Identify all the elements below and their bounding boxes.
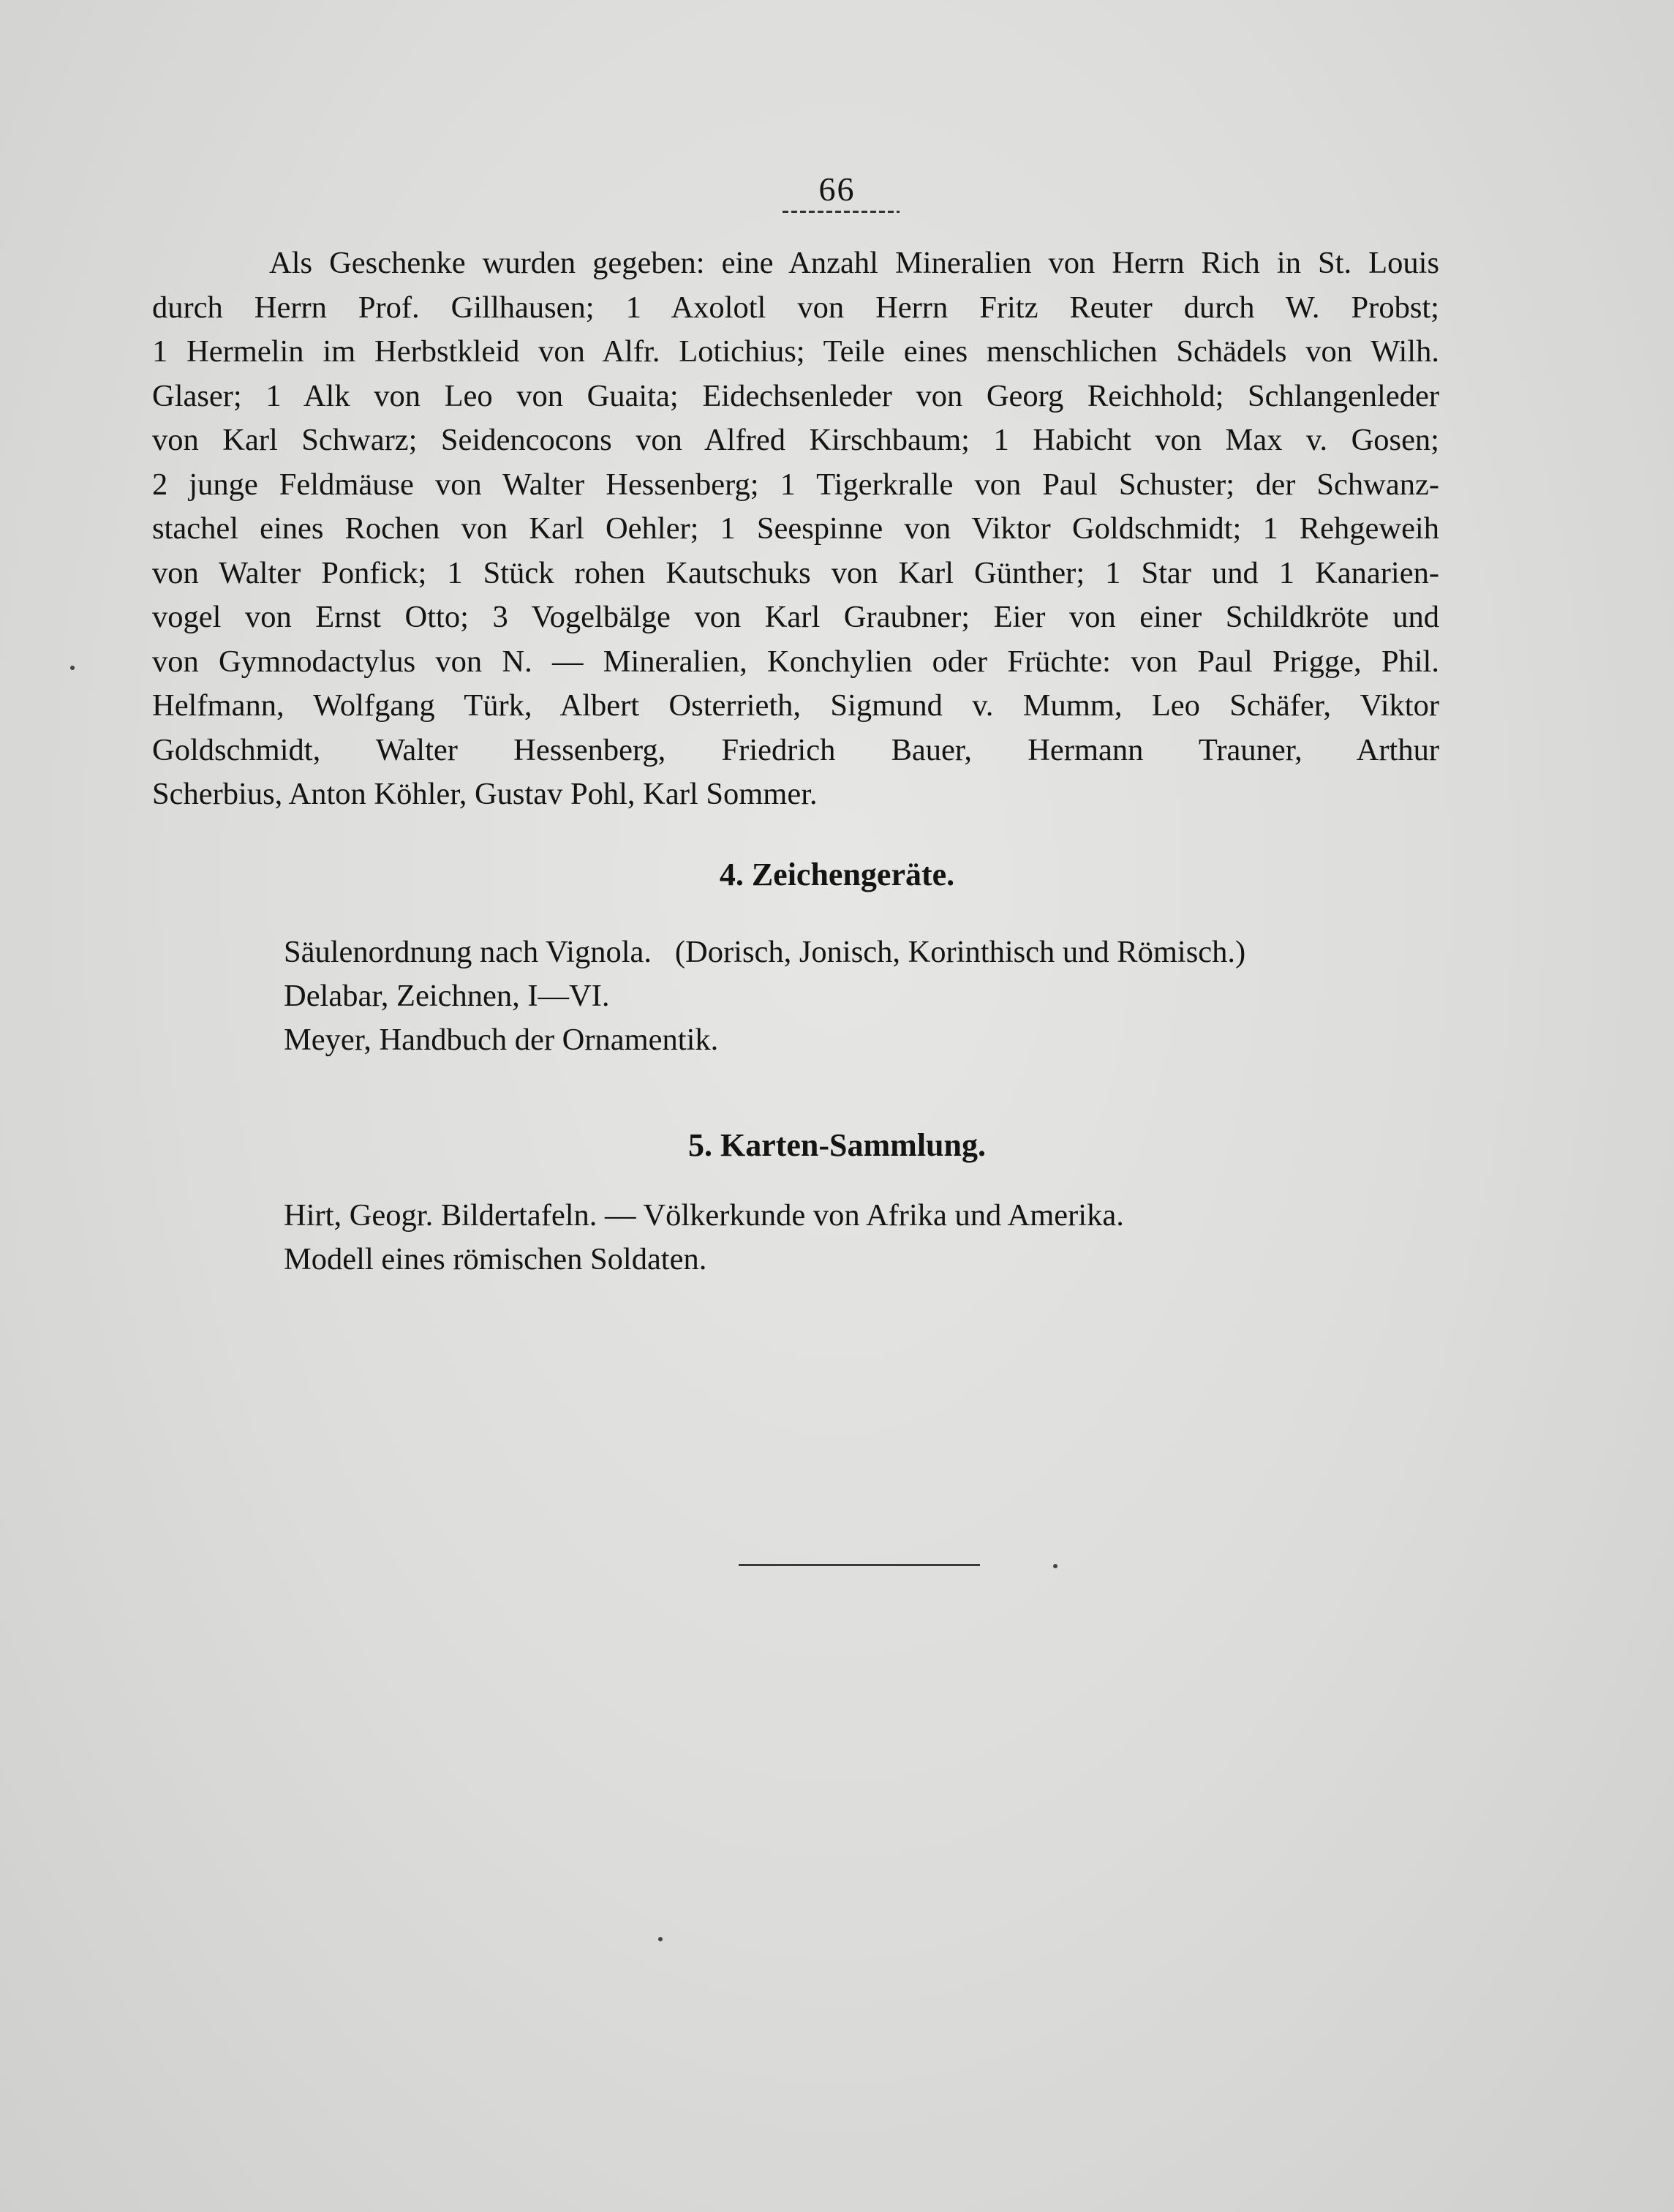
paragraph-line: 1 Hermelin im Herbstkleid von Alfr. Lotichius; Teile eines menschlichen Schädels von Wilh.: [152, 334, 1439, 369]
list-item: Meyer, Handbuch der Ornamentik.: [284, 1023, 719, 1057]
paragraph-line: Als Geschenke wurden gegeben: eine Anzahl Mineralien von Herrn Rich in St. Louis: [269, 246, 1439, 280]
paragraph-line: von Gymnodactylus von N. — Mineralien, Konchylien oder Früchte: von Paul Prigge, Phil.: [152, 644, 1439, 679]
page-number: 66: [818, 170, 856, 208]
zeichengeraete-list: [284, 930, 1245, 1062]
list-item: Hirt, Geogr. Bildertafeln. — Völkerkunde von Afrika und Amerika.: [284, 1198, 1124, 1233]
paragraph-line: Goldschmidt, Walter Hessenberg, Friedrich Bauer, Hermann Trauner, Arthur: [152, 732, 1439, 767]
ink-speck: [1053, 1564, 1057, 1568]
paragraph-line: durch Herrn Prof. Gillhausen; 1 Axolotl von Herrn Fritz Reuter durch W. Probst;: [152, 290, 1439, 325]
section-heading-zeichengeraete: 4. Zeichengeräte.: [719, 857, 955, 892]
paragraph-line: Scherbius, Anton Köhler, Gustav Pohl, Karl Sommer.: [152, 777, 818, 811]
gifts-paragraph: [152, 241, 1439, 817]
paragraph-line: 2 junge Feldmäuse von Walter Hessenberg; 1 Tigerkralle von Paul Schuster; der Schwanz-: [152, 467, 1439, 502]
paragraph-line: von Walter Ponfick; 1 Stück rohen Kautschuks von Karl Günther; 1 Star und 1 Kanarien-: [152, 555, 1439, 590]
list-item: Modell eines römischen Soldaten.: [284, 1242, 707, 1276]
karten-sammlung-list: [284, 1194, 1124, 1282]
paragraph-line: Glaser; 1 Alk von Leo von Guaita; Eidechsenleder von Georg Reichhold; Schlangenleder: [152, 378, 1439, 413]
end-rule: [739, 1564, 980, 1566]
paragraph-line: vogel von Ernst Otto; 3 Vogelbälge von Karl Graubner; Eier von einer Schildkröte und: [152, 600, 1439, 634]
page-number-ornament: [783, 211, 900, 213]
section-heading-karten-sammlung: 5. Karten-Sammlung.: [688, 1127, 986, 1163]
paragraph-line: Helfmann, Wolfgang Türk, Albert Osterrieth, Sigmund v. Mumm, Leo Schäfer, Viktor: [152, 688, 1439, 723]
ink-speck: [70, 666, 75, 670]
paragraph-line: stachel eines Rochen von Karl Oehler; 1 Seespinne von Viktor Goldschmidt; 1 Rehgeweih: [152, 511, 1439, 546]
paragraph-line: von Karl Schwarz; Seidencocons von Alfred Kirschbaum; 1 Habicht von Max v. Gosen;: [152, 423, 1439, 457]
ink-speck: [658, 1937, 663, 1941]
list-item: Delabar, Zeichnen, I—VI.: [284, 979, 610, 1013]
list-item: Säulenordnung nach Vignola. (Dorisch, Jonisch, Korinthisch und Römisch.): [284, 935, 1246, 969]
